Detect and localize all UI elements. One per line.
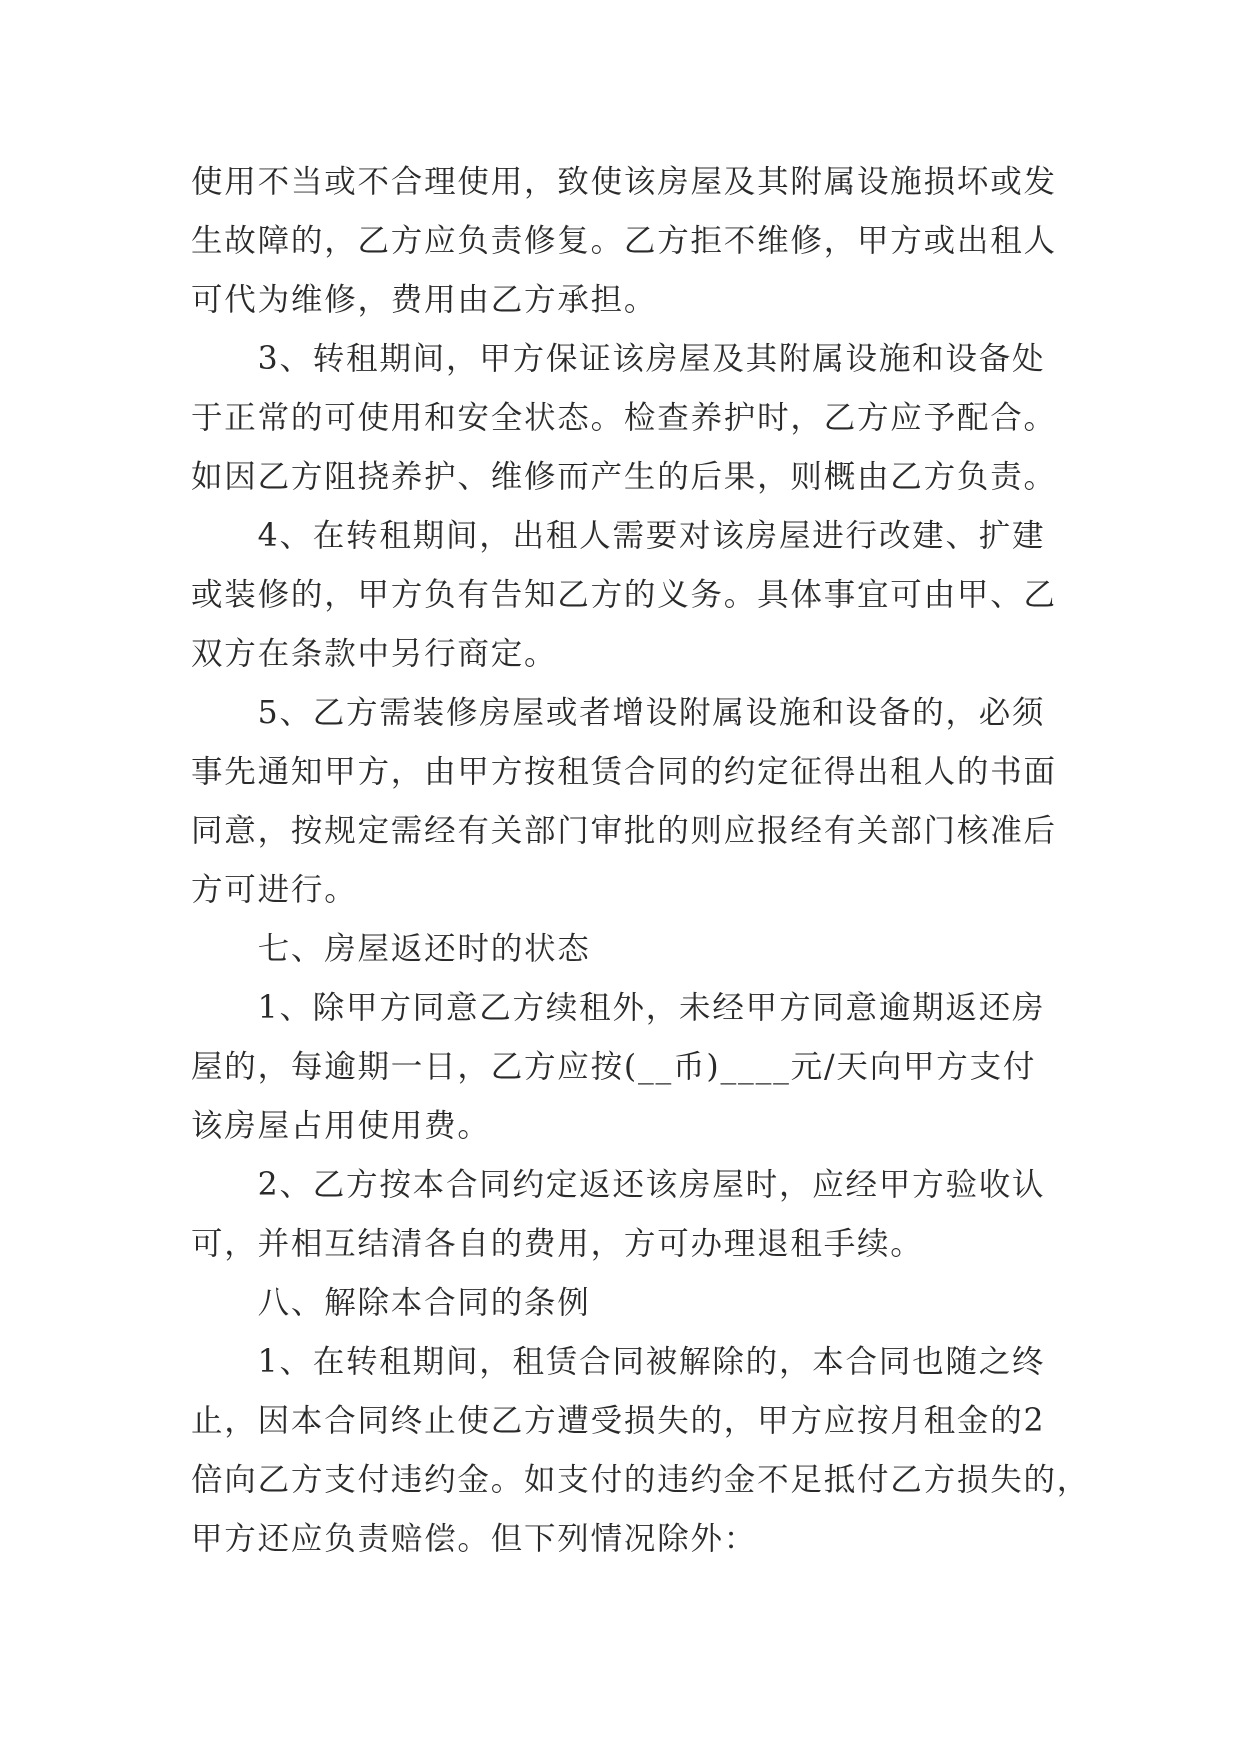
text-line: 该房屋占用使用费。 xyxy=(191,1108,491,1144)
text-line: 生故障的，乙方应负责修复。乙方拒不维修，甲方或出租人 xyxy=(191,223,1057,259)
text-line: 屋的，每逾期一日，乙方应按(__币)____元/天向甲方支付 xyxy=(191,1049,1037,1085)
text-line: 于正常的可使用和安全状态。检查养护时，乙方应予配合。 xyxy=(191,400,1057,436)
text-line: 止，因本合同终止使乙方遭受损失的，甲方应按月租金的2 xyxy=(191,1403,1046,1439)
document-body xyxy=(191,153,1091,1569)
text-line: 3、转租期间，甲方保证该房屋及其附属设施和设备处 xyxy=(191,341,1046,377)
text-line: 如因乙方阻挠养护、维修而产生的后果，则概由乙方负责。 xyxy=(191,459,1057,495)
section-heading: 七、房屋返还时的状态 xyxy=(191,931,591,967)
text-line: 双方在条款中另行商定。 xyxy=(191,636,558,672)
text-line: 可代为维修，费用由乙方承担。 xyxy=(191,282,658,318)
text-line: 5、乙方需装修房屋或者增设附属设施和设备的，必须 xyxy=(191,695,1046,731)
text-line: 甲方还应负责赔偿。但下列情况除外： xyxy=(191,1521,758,1557)
text-line: 使用不当或不合理使用，致使该房屋及其附属设施损坏或发 xyxy=(191,164,1057,200)
text-line: 可，并相互结清各自的费用，方可办理退租手续。 xyxy=(191,1226,924,1262)
text-line: 事先通知甲方，由甲方按租赁合同的约定征得出租人的书面 xyxy=(191,754,1057,790)
section-heading: 八、解除本合同的条例 xyxy=(191,1285,591,1321)
text-line: 方可进行。 xyxy=(191,872,358,908)
text-line: 4、在转租期间，出租人需要对该房屋进行改建、扩建 xyxy=(191,518,1046,554)
text-line: 1、在转租期间，租赁合同被解除的，本合同也随之终 xyxy=(191,1344,1046,1380)
text-line: 2、乙方按本合同约定返还该房屋时，应经甲方验收认 xyxy=(191,1167,1046,1203)
text-line: 倍向乙方支付违约金。如支付的违约金不足抵付乙方损失的， xyxy=(191,1462,1091,1498)
text-line: 1、除甲方同意乙方续租外，未经甲方同意逾期返还房 xyxy=(191,990,1046,1026)
text-line: 同意，按规定需经有关部门审批的则应报经有关部门核准后 xyxy=(191,813,1057,849)
text-line: 或装修的，甲方负有告知乙方的义务。具体事宜可由甲、乙 xyxy=(191,577,1057,613)
